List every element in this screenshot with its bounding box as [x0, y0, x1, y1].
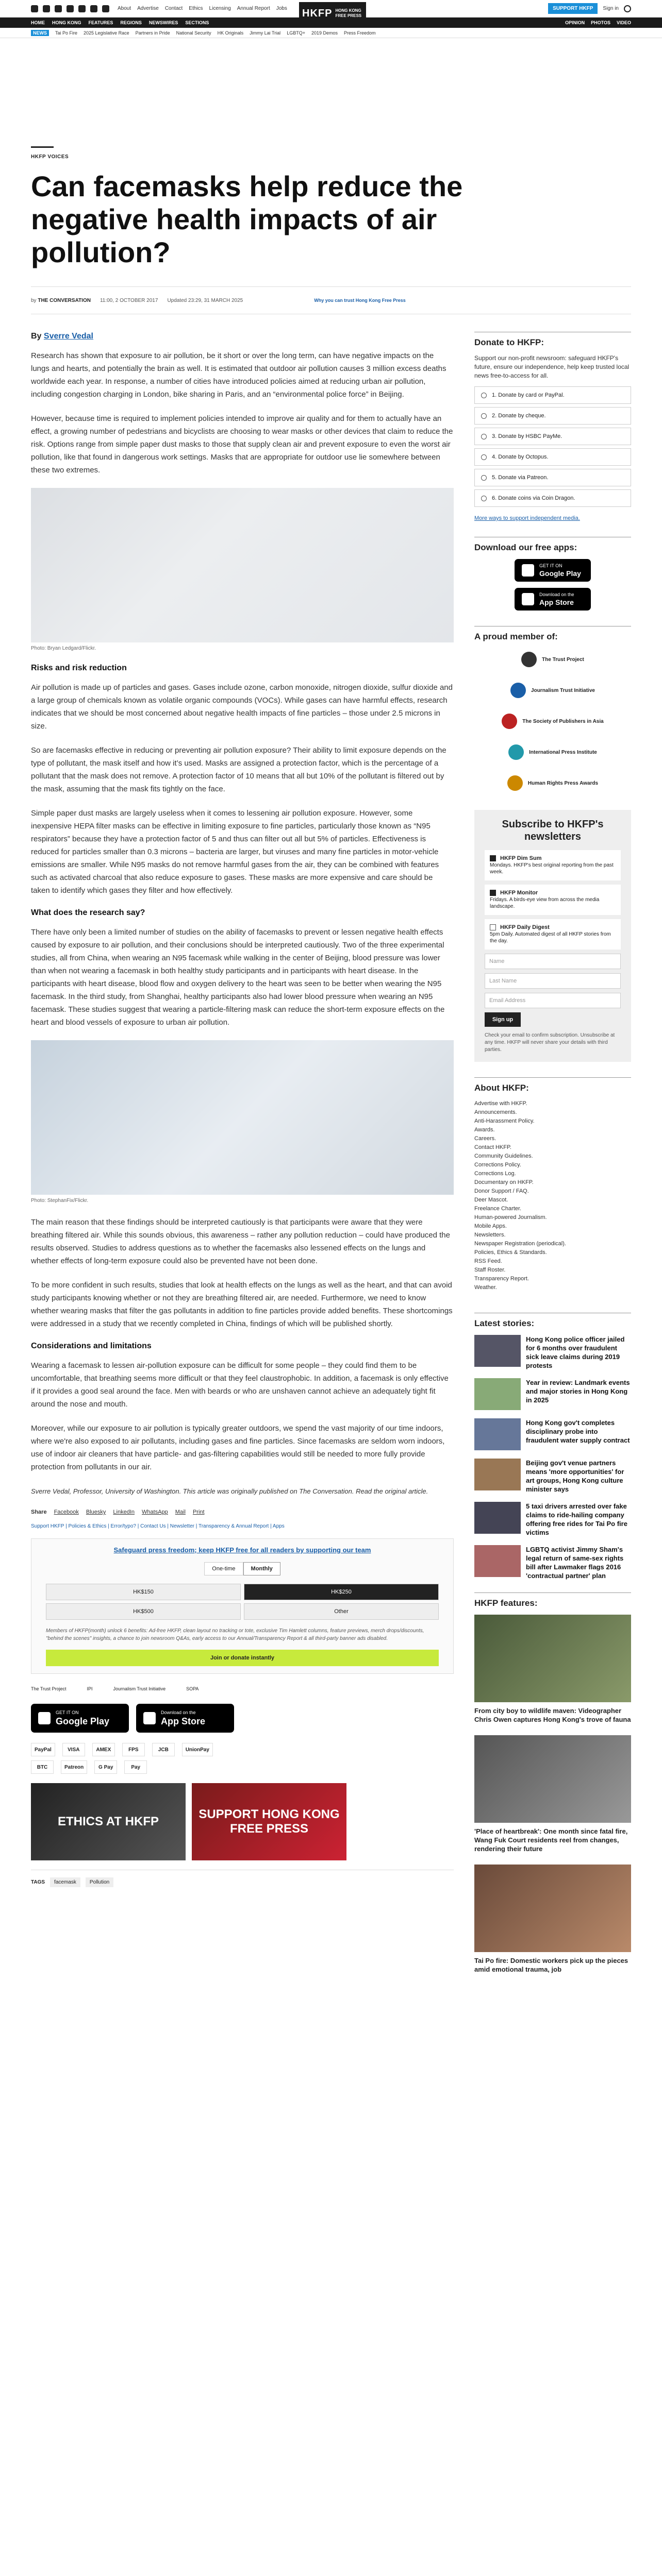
- topic-link[interactable]: Press Freedom: [343, 30, 376, 36]
- visa-icon[interactable]: VISA: [62, 1743, 85, 1756]
- name-field[interactable]: Name: [485, 954, 621, 969]
- topic-link[interactable]: 2025 Legislative Race: [84, 30, 129, 36]
- inline-donate-box: [31, 1538, 454, 1674]
- page-content: [31, 146, 631, 1985]
- trust-link[interactable]: Why you can trust Hong Kong Free Press: [314, 298, 406, 303]
- linkedin-icon[interactable]: [90, 5, 97, 12]
- feature-thumb: [474, 1615, 631, 1702]
- photo-caption: Photo: Bryan Ledgard/Flickr.: [31, 646, 96, 651]
- paragraph: The main reason that these findings should be interpreted cautiously is that participants were aware that they were breathing filtered air. While this sounds obvious, this awareness – rather any pollution reduction – could have produced the results observed. Studies to address questions as to whether the facemasks also lessened effects on the lungs and whether effects of long-term exposure could also be prevented have not been done.: [31, 1218, 450, 1265]
- about-link[interactable]: Deer Mascot.: [474, 1197, 508, 1203]
- partner-logo[interactable]: The Society of Publishers in Asia: [474, 710, 631, 733]
- topic-link[interactable]: National Security: [176, 30, 211, 36]
- paragraph: So are facemasks effective in reducing or preventing air pollution exposure? Their ability to limit exposure depends on the type of pollutant, the mask itself and how it’s used. Masks are assigned a protection factor, which is the percentage of a pollutant that the mask does not remove. A protection factor of 10 means that all but 10% of the pollutant is filtered out by the mask, assuming that the mask fits tightly on the face.: [31, 746, 446, 793]
- paragraph: There have only been a limited number of studies on the ability of facemasks to prevent or lessen negative health effects caused by exposure to air pollution, and their conclusions should be interpreted cautiously. Two of the three experimental studies, all from China, when wearing an N95 facemask while walking in the center of Beijing, blood pressure was lower than when not wearing a facemask in both healthy study participants and in participants with heart disease. In the participants with heart disease, blood flow and oxygen delivery to the heart was seen to be better when wearing the N95 facemask. In the third study, from Shanghai, healthy participants also had lower blood pressure when wearing an N95 facemask. These studies suggest that wearing a particle-filtering mask can reduce the short-term exposure effects on the heart and blood vessels of exposure to urban air pollution.: [31, 928, 445, 1027]
- paragraph: Wearing a facemask to lessen air-pollution exposure can be difficult for some people – they could find them to be uncomfortable, that breathing seems more difficult or that they feel claustrophobic. In addition, a facemask is only effective if it provides a good seal around the face. Men with beards or who are unshaven cannot achieve an adequately tight fit around the nose and mouth.: [31, 1361, 449, 1409]
- checkbox[interactable]: [490, 924, 496, 930]
- signup-button[interactable]: Sign up: [485, 1012, 521, 1027]
- topic-link[interactable]: HK Originals: [217, 30, 244, 36]
- published-date: 11:00, 2 OCTOBER 2017: [100, 297, 158, 303]
- checkbox[interactable]: [490, 855, 496, 861]
- section-heading: What does the research say?: [31, 908, 145, 917]
- email-field[interactable]: Email Address: [485, 993, 621, 1008]
- about-link[interactable]: Careers.: [474, 1136, 496, 1142]
- app-store-button[interactable]: Download on the App Store: [136, 1704, 234, 1733]
- one-time-toggle[interactable]: One-time: [204, 1562, 243, 1575]
- donate-text: Support our non-profit newsroom: safeguard HKFP's future, ensure our independence, help keep trusted local news free-to-access for all.: [474, 354, 630, 379]
- source-name[interactable]: THE CONVERSATION: [38, 297, 91, 303]
- paragraph: Research has shown that exposure to air pollution, be it short or over the long term, can have negative impacts on the lungs and hearts, and potentially the brain as well. It is estimated that outdoor air pollution causes 3 million excess deaths worldwide each year. In response, a number of cities have introduced policies aimed at reducing urban air pollution, including congestion charging in London, bike sharing in Paris, and an “environmental police force” in Beijing.: [31, 351, 446, 399]
- nav-home[interactable]: HOME: [31, 20, 45, 25]
- about-link[interactable]: Advertise with HKFP.: [474, 1100, 527, 1107]
- topic-link[interactable]: 2019 Demos: [311, 30, 338, 36]
- donate-option[interactable]: 1. Donate by card or PayPal.: [474, 386, 631, 404]
- paypal-icon[interactable]: PayPal: [31, 1743, 55, 1756]
- gpay-icon[interactable]: G Pay: [94, 1760, 117, 1774]
- join-donate-button[interactable]: Join or donate instantly: [46, 1650, 439, 1666]
- site-logo[interactable]: HKFP HONG KONG FREE PRESS: [299, 2, 366, 25]
- sopa-logo: SOPA: [186, 1686, 199, 1691]
- apps-heading: Download our free apps:: [474, 537, 631, 553]
- article-photo: [31, 488, 454, 642]
- about-list: [474, 1099, 631, 1292]
- topic-link[interactable]: Partners in Pride: [135, 30, 170, 36]
- news-topics-bar: [0, 28, 662, 38]
- checkbox[interactable]: [490, 890, 496, 896]
- google-play-icon: [38, 1712, 51, 1724]
- feature-thumb: [474, 1865, 631, 1952]
- fps-icon[interactable]: FPS: [122, 1743, 145, 1756]
- story-thumb: [474, 1378, 521, 1410]
- nav-hong-kong[interactable]: HONG KONG: [52, 20, 81, 25]
- story-item[interactable]: LGBTQ activist Jimmy Sham's legal return of same-sex rights bill after Lawmaker flags 2016 'contractual partner' plan: [474, 1545, 631, 1580]
- amount-option[interactable]: HK$150: [46, 1584, 241, 1600]
- article-credit: Sverre Vedal, Professor, University of Washington. This article was originally published on The Conversation. Read the original article.: [31, 1487, 428, 1495]
- nav-opinion[interactable]: OPINION: [565, 20, 585, 25]
- ipi-logo: IPI: [87, 1686, 93, 1691]
- donate-option[interactable]: 4. Donate by Octopus.: [474, 448, 631, 466]
- newsletter-option[interactable]: HKFP Monitor Fridays. A birds-eye view from across the media landscape.: [485, 885, 621, 915]
- author-link[interactable]: Sverre Vedal: [43, 332, 93, 341]
- amount-option[interactable]: Other: [244, 1603, 439, 1620]
- top-link-ethics[interactable]: Ethics: [189, 6, 203, 11]
- about-heading: About HKFP:: [474, 1077, 631, 1093]
- story-item[interactable]: Hong Kong gov't completes disciplinary probe into fraudulent water supply contract: [474, 1418, 631, 1450]
- newsletter-title: Subscribe to HKFP's newsletters: [502, 819, 604, 842]
- sidebar: [474, 332, 631, 1985]
- tag-list: TAGS facemask Pollution: [31, 1870, 454, 1887]
- topic-link[interactable]: Jimmy Lai Trial: [250, 30, 281, 36]
- member-perks: Members of HKFP(month) unlock 6 benefits: Ad-free HKFP, clean layout no tracking or tote, exclusive Tim Hamlett columns, feature previews, merch drops/discounts, "behind the scenes" insights, a chance to join newsroom Q&As, early access to our Annual/Transparency Report & all third-party banner ads disabled.: [46, 1628, 424, 1641]
- amount-option[interactable]: HK$500: [46, 1603, 241, 1620]
- features-heading: HKFP features:: [474, 1592, 631, 1608]
- bitcoin-icon[interactable]: BTC: [31, 1760, 54, 1774]
- jti-logo: Journalism Trust Initiative: [113, 1686, 166, 1691]
- article-body: [31, 332, 454, 1985]
- about-link[interactable]: Anti-Harassment Policy.: [474, 1118, 535, 1124]
- google-play-icon: [522, 564, 534, 577]
- nav-video[interactable]: VIDEO: [616, 20, 631, 25]
- about-link[interactable]: Transparency Report.: [474, 1276, 529, 1282]
- top-link-about[interactable]: About: [118, 6, 131, 11]
- newsletter-box: [474, 810, 631, 1062]
- nav-photos[interactable]: PHOTOS: [591, 20, 610, 25]
- paragraph: Air pollution is made up of particles and gases. Gases include ozone, carbon monoxide, nitrogen dioxide, sulfur dioxide and a large group of chemicals known as volatile organic compounds (VOCs). While gases can have harmful effects, research indicates that we should be most concerned about negative health impacts of fine particles – those under 2.5 microns in size.: [31, 683, 453, 731]
- about-link[interactable]: Newsletters.: [474, 1232, 506, 1238]
- story-item[interactable]: Hong Kong police officer jailed for 6 months over fraudulent sick leave claims during 2019 protests: [474, 1335, 631, 1370]
- about-link[interactable]: Human-powered Journalism.: [474, 1214, 547, 1221]
- about-link[interactable]: Donor Support / FAQ.: [474, 1188, 529, 1194]
- feature-item[interactable]: From city boy to wildlife maven: Videographer Chris Owen captures Hong Kong's trove of fauna: [474, 1615, 631, 1724]
- story-thumb: [474, 1502, 521, 1534]
- feature-item[interactable]: 'Place of heartbreak': One month since fatal fire, Wang Fuk Court residents reel from changes, rendering their future: [474, 1735, 631, 1853]
- paragraph: Moreover, while our exposure to air pollution is typically greater outdoors, we spend the vast majority of our time indoors, where we're also exposed to air pollutants, including gases and fine particles. Since facemasks are seldom worn indoors, use of indoor air cleaners that have particle- and gas-filtering capabilities would still be needed to more fully provide protection from pollutants in our air.: [31, 1424, 445, 1471]
- about-link[interactable]: Community Guidelines.: [474, 1153, 533, 1159]
- top-link-licensing[interactable]: Licensing: [209, 6, 231, 11]
- facebook-icon[interactable]: [31, 5, 38, 12]
- about-link[interactable]: Contact HKFP.: [474, 1144, 511, 1150]
- amount-option[interactable]: HK$250: [244, 1584, 439, 1600]
- top-bar: [0, 0, 662, 18]
- about-link[interactable]: RSS Feed.: [474, 1258, 502, 1264]
- article-title: Can facemasks help reduce the negative health impacts of air pollution?: [31, 170, 463, 268]
- article-meta: by THE CONVERSATION 11:00, 2 OCTOBER 2017 Updated 23:29, 31 MARCH 2025 Why you can trust Hong Kong Free Press: [31, 286, 631, 314]
- paragraph: However, because time is required to implement policies intended to improve air quality and for them to actually have an effect, a growing number of pedestrians and bicyclists are choosing to wear masks or other devices that claim to reduce the risk. Options range from simple paper dust masks to those that supply clean air and prevent exposure to even the worst air pollution, like that found in dangerous work settings. Masks that are appropriate for outdoor use lie somewhere between these two extremes.: [31, 414, 453, 474]
- unionpay-icon[interactable]: UnionPay: [182, 1743, 213, 1756]
- more-ways-link[interactable]: More ways to support independent media.: [474, 515, 580, 521]
- share-mail[interactable]: Mail: [175, 1509, 186, 1515]
- partner-logo[interactable]: The Trust Project: [474, 648, 631, 671]
- story-thumb: [474, 1459, 521, 1490]
- top-link-annual-report[interactable]: Annual Report: [237, 6, 270, 11]
- top-link-advertise[interactable]: Advertise: [137, 6, 159, 11]
- x-icon[interactable]: [43, 5, 50, 12]
- about-link[interactable]: Documentary on HKFP.: [474, 1179, 534, 1185]
- top-links: [118, 6, 287, 11]
- donate-heading: Donate to HKFP:: [474, 332, 631, 348]
- story-thumb: [474, 1545, 521, 1577]
- story-thumb: [474, 1335, 521, 1367]
- support-promo[interactable]: SUPPORT HONG KONG FREE PRESS: [192, 1783, 346, 1860]
- share-facebook[interactable]: Facebook: [54, 1509, 79, 1515]
- nav-sections[interactable]: SECTIONS: [185, 20, 209, 25]
- paragraph: To be more confident in such results, studies that look at health effects on the lungs as well as the heart, and that can avoid study participants knowing whether or not they are breathing filtered air, are needed. Furthermore, we need to know whether wearing masks that filter the gas pollutants in addition to fine particles provide added benefits. These shortcomings were addressed in a study that we recently completed in China, findings of which will be published shortly.: [31, 1281, 453, 1328]
- partner-logo[interactable]: Human Rights Press Awards: [474, 772, 631, 794]
- story-item[interactable]: Year in review: Landmark events and major stories in Hong Kong in 2025: [474, 1378, 631, 1410]
- about-link[interactable]: Staff Roster.: [474, 1267, 506, 1273]
- search-icon[interactable]: [624, 5, 631, 12]
- social-links: [31, 5, 109, 12]
- footer-logos: [31, 1686, 454, 1691]
- patreon-icon[interactable]: Patreon: [61, 1760, 87, 1774]
- donate-option[interactable]: 2. Donate by cheque.: [474, 407, 631, 425]
- payment-methods: [31, 1743, 454, 1756]
- apple-pay-icon[interactable]: Pay: [124, 1760, 147, 1774]
- feature-item[interactable]: Tai Po fire: Domestic workers pick up the pieces amid emotional trauma, job: [474, 1865, 631, 1974]
- share-bluesky[interactable]: Bluesky: [86, 1509, 106, 1515]
- share-print[interactable]: Print: [192, 1509, 205, 1515]
- share-whatsapp[interactable]: WhatsApp: [142, 1509, 168, 1515]
- apple-icon: [143, 1712, 156, 1724]
- nav-features[interactable]: FEATURES: [88, 20, 113, 25]
- about-link[interactable]: Weather.: [474, 1284, 497, 1291]
- ethics-promo[interactable]: ETHICS AT HKFP: [31, 1783, 186, 1860]
- story-item[interactable]: 5 taxi drivers arrested over fake claims to ride-hailing company offering free rides for Tai Po fire victims: [474, 1502, 631, 1537]
- donate-option[interactable]: 5. Donate via Patreon.: [474, 469, 631, 486]
- newsletter-option[interactable]: HKFP Daily Digest 5pm Daily. Automated digest of all HKFP stories from the day.: [485, 919, 621, 950]
- apple-icon: [522, 593, 534, 605]
- latest-stories: [474, 1335, 631, 1580]
- last-name-field[interactable]: Last Name: [485, 973, 621, 989]
- tag-link[interactable]: facemask: [50, 1877, 80, 1887]
- title-rule: [31, 146, 54, 148]
- nav-regions[interactable]: REGIONS: [120, 20, 142, 25]
- partner-logo[interactable]: International Press Institute: [474, 741, 631, 764]
- amex-icon[interactable]: AMEX: [92, 1743, 115, 1756]
- newsletter-option[interactable]: HKFP Dim Sum Mondays. HKFP's best original reporting from the past week.: [485, 850, 621, 880]
- youtube-icon[interactable]: [67, 5, 74, 12]
- monthly-toggle[interactable]: Monthly: [243, 1562, 280, 1575]
- google-play-button[interactable]: GET IT ON Google Play: [515, 559, 591, 582]
- paragraph: Simple paper dust masks are largely useless when it comes to lessening air pollution exposure. However, some inexpensive HEPA filter masks can be effective in limiting exposure to fine particles, particularly those known as “N95 respirators” because they have a protection factor of 5 and thus can filter out all but 5% of particles. Effectiveness is reduced for particles smaller than 0.3 microns – bacteria are larger, but viruses and many fine particles in motor-vehicle emissions are smaller. While N95 masks do not remove harmful gases from the air, they can be combined with features such as activated charcoal that also reduce exposure to gases. These masks are more expensive and care should be taken to identify which gases they filter and how effectively.: [31, 809, 439, 895]
- nav-newswires[interactable]: NEWSWIRES: [148, 20, 178, 25]
- rss-icon[interactable]: [102, 5, 109, 12]
- donate-option[interactable]: 6. Donate coins via Coin Dragon.: [474, 489, 631, 507]
- topic-link[interactable]: LGBTQ+: [287, 30, 305, 36]
- section-heading: Risks and risk reduction: [31, 664, 127, 672]
- topic-link[interactable]: Tai Po Fire: [55, 30, 78, 36]
- top-link-jobs[interactable]: Jobs: [276, 6, 287, 11]
- about-link[interactable]: Announcements.: [474, 1109, 517, 1115]
- support-hkfp-button[interactable]: SUPPORT HKFP: [548, 3, 598, 14]
- google-play-button[interactable]: GET IT ON Google Play: [31, 1704, 129, 1733]
- newsletter-note: Check your email to confirm subscription. Unsubscribe at any time. HKFP will never share your details with third parties.: [485, 1032, 615, 1053]
- article-photo: [31, 1040, 454, 1195]
- article-kicker[interactable]: HKFP VOICES: [31, 154, 69, 160]
- section-heading: Considerations and limitations: [31, 1342, 152, 1350]
- jcb-icon[interactable]: JCB: [152, 1743, 175, 1756]
- share-bar: Share Facebook Bluesky LinkedIn WhatsApp Mail Print: [31, 1509, 205, 1515]
- app-store-button[interactable]: Download on the App Store: [515, 588, 591, 611]
- sign-in-link[interactable]: Sign in: [603, 6, 619, 11]
- share-linkedin[interactable]: LinkedIn: [113, 1509, 135, 1515]
- about-link[interactable]: Mobile Apps.: [474, 1223, 507, 1229]
- support-links[interactable]: Support HKFP | Policies & Ethics | Error/typo? | Contact Us | Newsletter | Transparency & Annual Report | Apps: [31, 1523, 285, 1529]
- latest-heading: Latest stories:: [474, 1313, 631, 1329]
- news-tag: NEWS: [31, 30, 49, 36]
- about-link[interactable]: Newspaper Registration (periodical).: [474, 1241, 566, 1247]
- donate-option[interactable]: 3. Donate by HSBC PayMe.: [474, 428, 631, 445]
- about-link[interactable]: Awards.: [474, 1127, 495, 1133]
- feature-thumb: [474, 1735, 631, 1823]
- partner-logo[interactable]: Journalism Trust Initiative: [474, 679, 631, 702]
- trust-project-logo: The Trust Project: [31, 1686, 67, 1691]
- donate-headline[interactable]: Safeguard press freedom; keep HKFP free for all readers by supporting our team: [113, 1546, 371, 1554]
- instagram-icon[interactable]: [55, 5, 62, 12]
- author-byline: By Sverre Vedal: [31, 332, 93, 341]
- photo-caption: Photo: StephanFix/Flickr.: [31, 1198, 89, 1204]
- partners-heading: A proud member of:: [474, 626, 631, 642]
- updated-date: Updated 23:29, 31 MARCH 2025: [167, 297, 243, 303]
- about-link[interactable]: Corrections Log.: [474, 1171, 516, 1177]
- tag-link[interactable]: Pollution: [86, 1877, 113, 1887]
- about-link[interactable]: Freelance Charter.: [474, 1206, 522, 1212]
- story-item[interactable]: Beijing gov't venue partners means 'more opportunities' for art groups, Hong Kong culture minister says: [474, 1459, 631, 1494]
- telegram-icon[interactable]: [78, 5, 86, 12]
- about-link[interactable]: Corrections Policy.: [474, 1162, 521, 1168]
- about-link[interactable]: Policies, Ethics & Standards.: [474, 1249, 547, 1256]
- top-link-contact[interactable]: Contact: [164, 6, 183, 11]
- story-thumb: [474, 1418, 521, 1450]
